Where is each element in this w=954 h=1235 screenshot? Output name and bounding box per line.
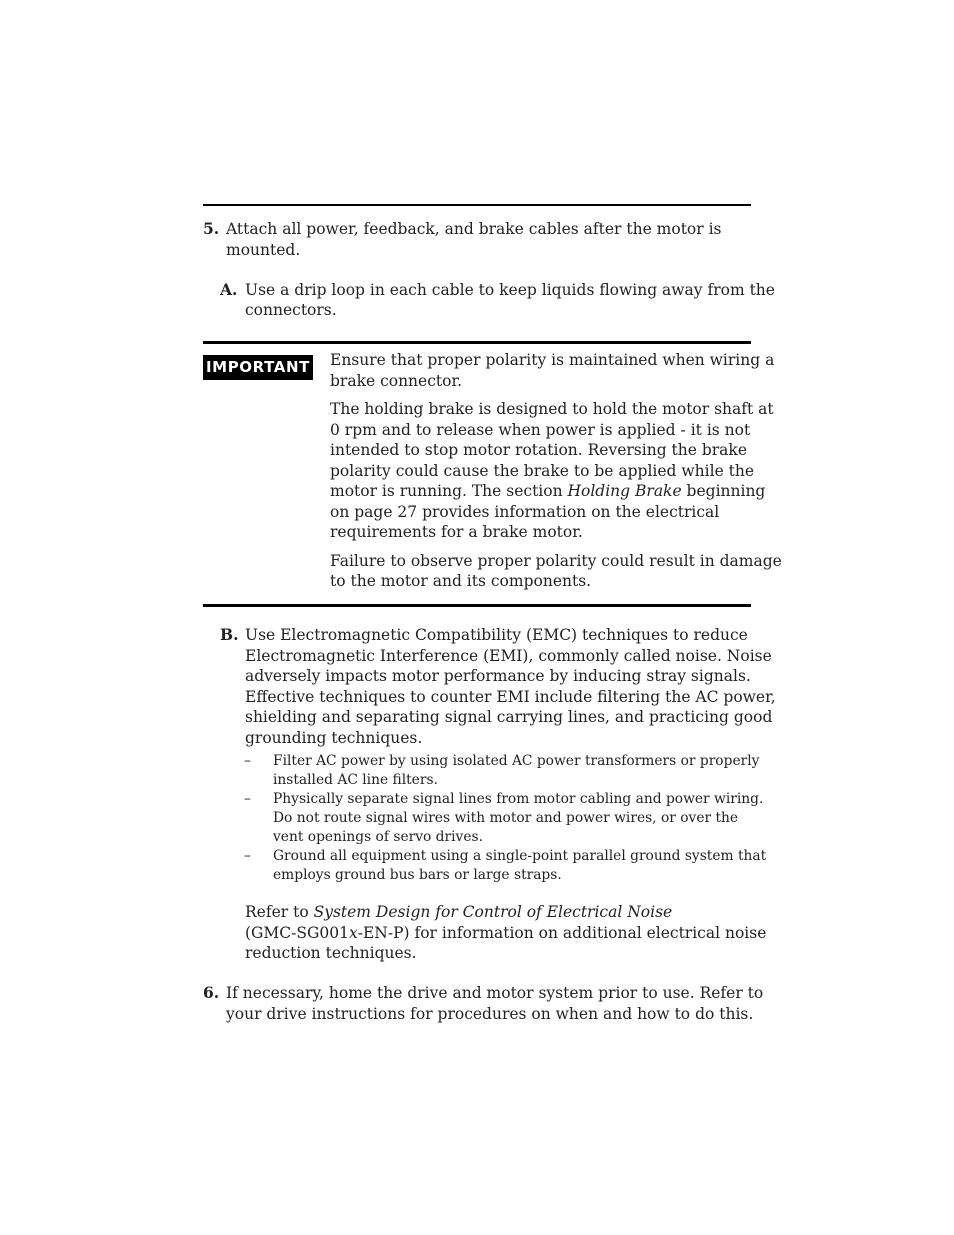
important-paragraph-3 [330,551,782,592]
publication-number-post: -EN-P) for information on additional electrical noise [357,923,767,942]
substep-a-text-line-2: connectors. [245,301,337,319]
substep-b-line-6: grounding techniques. [245,728,423,747]
bullet-item [244,752,760,790]
substep-b-letter: B. [220,625,239,644]
refer-line-3: reduction techniques. [245,944,417,962]
step-5-text-line-2: mounted. [226,241,301,259]
publication-number-pre: (GMC-SG001 [245,923,349,942]
bullet-dash: – [244,848,251,864]
bullet-2-line-3: vent openings of servo drives. [273,829,483,845]
publication-number-x: x [348,923,358,942]
important-top-rule [203,341,751,344]
important-p1-line-2: brake connector. [330,371,463,390]
important-paragraph-1 [330,350,775,391]
refer-text [245,902,766,964]
bullet-3-line-2: employs ground bus bars or large straps. [273,867,562,883]
substep-a-letter: A. [220,280,238,299]
top-rule [203,204,751,206]
bullet-dash: – [244,791,251,807]
bullet-3-line-1: Ground all equipment using a single-point parallel ground system that [273,848,767,864]
important-p2-line-7: requirements for a brake motor. [330,523,583,541]
important-p2-line-2: 0 rpm and to release when power is applied - it is not [330,420,751,439]
bullet-item [244,847,767,885]
important-badge: IMPORTANT [203,355,313,380]
step-6-number: 6. [203,983,220,1002]
substep-b-line-4: Effective techniques to counter EMI include filtering the AC power, [245,687,776,706]
important-p2-line-1: The holding brake is designed to hold the motor shaft at [330,400,774,418]
important-p2-line-3: intended to stop motor rotation. Reversing the brake [330,441,747,459]
substep-a-text-line-1: Use a drip loop in each cable to keep liquids flowing away from the [245,281,775,299]
important-p2-line-4: polarity could cause the brake to be applied while the [330,461,755,480]
bullet-item [244,790,764,847]
important-text [330,350,782,592]
publication-title: System Design for Control of Electrical Noise [313,903,673,921]
bullet-1-line-2: installed AC line filters. [273,772,438,788]
important-p2-line-5-pre: motor is running. The section [330,482,568,500]
bullet-2-line-2: Do not route signal wires with motor and power wires, or over the [273,810,739,826]
important-paragraph-2 [330,399,774,543]
important-bottom-rule [203,604,751,607]
substep-b-line-1: Use Electromagnetic Compatibility (EMC) techniques to reduce [245,626,748,644]
holding-brake-reference: Holding Brake [567,482,682,500]
bullet-1-line-1: Filter AC power by using isolated AC power transformers or properly [273,753,760,769]
important-p1-line-1: Ensure that proper polarity is maintained when wiring a [330,351,775,369]
bullet-2-line-1: Physically separate signal lines from motor cabling and power wiring. [273,791,764,807]
refer-prefix: Refer to [245,903,314,921]
important-p2-line-5-post: beginning [681,482,766,500]
emc-bullet-list [244,752,767,885]
bullet-dash: – [244,753,251,769]
important-p3-line-1: Failure to observe proper polarity could result in damage [330,551,782,570]
important-p3-line-2: to the motor and its components. [330,572,592,590]
step-5-text-line-1: Attach all power, feedback, and brake cables after the motor is [226,220,722,238]
substep-b-line-5: shielding and separating signal carrying lines, and practicing good [245,708,773,726]
important-p2-line-6: on page 27 provides information on the electrical [330,502,720,521]
step-6-text-line-1: If necessary, home the drive and motor system prior to use. Refer to [226,984,764,1002]
substep-b-line-3: adversely impacts motor performance by inducing stray signals. [245,667,751,685]
step-6-text-line-2: your drive instructions for procedures on when and how to do this. [226,1005,754,1023]
substep-b-line-2: Electromagnetic Interference (EMI), commonly called noise. Noise [245,646,772,665]
substep-b-text [245,625,776,748]
step-5-number: 5. [203,219,220,238]
